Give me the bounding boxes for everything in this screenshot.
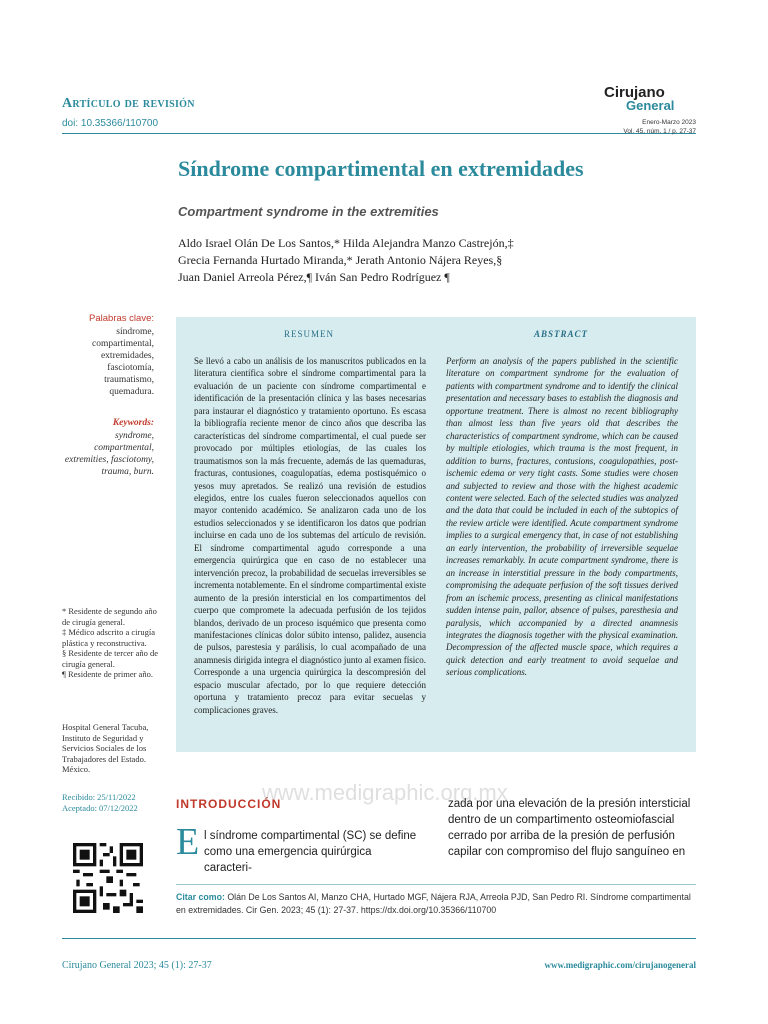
resumen-heading: RESUMEN [284,329,335,339]
section-label: Artículo de revisión [62,96,195,111]
accepted-date: Aceptado: 07/12/2022 [62,802,138,813]
keywords-es: síndrome, compartimental, extremidades, fasciotomía, traumatismo, quemadura. [92,327,154,397]
introduction-text-left: l síndrome compartimental (SC) se define como una emergencia quirúrgica caracteri- [204,830,417,874]
footer-divider [62,938,696,939]
authors-line: Juan Daniel Arreola Pérez,¶ Iván San Pedro Rodríguez ¶ [178,270,450,284]
issue-date: Enero-Marzo 2023 [642,119,696,126]
abstract-box [176,317,696,752]
article-subtitle: Compartment syndrome in the extremities [178,204,439,219]
watermark: www.medigraphic.org.mx [262,780,508,805]
issue-info [606,118,696,136]
footer-journal-reference: Cirujano General 2023; 45 (1): 27-37 [62,960,212,971]
footnote: ‡ Médico adscrito a cirugía plástica y reconstructiva. [62,627,155,648]
institution: Hospital General Tacuba, Instituto de Seguridad y Servicios Sociales de los Trabajadores del Estado. México. [62,722,149,774]
introduction-text-right: zada por una elevación de la presión intersticial dentro de un compartimento osteomiofascial cerrado por arriba de la presión de perfusión capilar con compromiso del flujo sanguíneo en [448,798,691,858]
footnote: * Residente de segundo año de cirugía general. [62,606,157,627]
qr-code-icon[interactable] [73,843,143,913]
authors-line: Grecia Fernanda Hurtado Miranda,* Jerath Antonio Nájera Reyes,§ [178,253,503,267]
doi-link[interactable]: doi: 10.35366/110700 [62,118,159,129]
footnote: ¶ Residente de primer año. [62,669,153,679]
introduction-heading: INTRODUCCIÓN [176,797,282,811]
submission-dates [62,792,162,813]
journal-logo-line2: General [626,98,675,113]
received-date: Recibido: 25/11/2022 [62,792,136,802]
citation-text: Olán De Los Santos AI, Manzo CHA, Hurtado MGF, Nájera RJA, Arreola PJD, San Pedro RI. Síndrome compartimental en extremidades. Cir Gen. 2023; 45 (1): 27-37. https://dx.doi.org/10.35366/110700 [176,892,691,915]
header-divider [62,133,696,134]
issue-volume: Vol. 45, núm. 1 / p. 27-37 [623,128,696,135]
citation-divider [176,884,696,885]
article-title: Síndrome compartimental en extremidades [178,156,584,181]
abstract-text: Perform an analysis of the papers published in the scientific literature on compartment syndrome for the evaluation of patients with compartment syndrome and to identify the clinical presentation and necessary bases to establish the diagnosis and opportune treatment. There is almost no recent bibliography than almost less than five years old that describes the characteristics of compartment syndrome, which can be caused by multiple etiologies, which trauma is the most frequent, in addition to burns, fractures, contusions, coagulopathies, post-ischemic edema or very tight casts. Some studies were chosen and subjected to review and those with the highest academic content were selected. Each of the selected studies was analyzed and the data that could be included in each of the subtopics of the review article were identified. Acute compartment syndrome implies to a surgical emergency that, in case of not establishing an early intervention, the probability of irreversible sequelae increases remarkably. In acute compartment syndrome, there is an increase in interstitial pressure in the body compartments, compromising the adequate perfusion of the soft tissues derived from an ischemic process, presenting as clinical manifestations sudden intense pain, pallor, absence of pulses, paresthesia and paralysis, which accompanied by a directed anamnesis integrates the diagnosis together with the physical examination. Decompression of the affected muscle space, which requires a quick detection and early treatment to avoid sequelae and serious complications. [446,356,678,678]
dropcap-letter: E [176,821,200,863]
footer-website-link[interactable]: www.medigraphic.com/cirujanogeneral [544,960,696,970]
keywords-es-heading: Palabras clave: [89,313,154,324]
citation-block [176,891,696,917]
keywords-en: syndrome, compartmental, extremities, fasciotomy, trauma, burn. [64,431,154,477]
author-footnotes [62,606,162,680]
resumen-text: Se llevó a cabo un análisis de los manuscritos publicados en la literatura científica sobre el síndrome compartimental para la evaluación de un paciente con síndrome compartimental e identificación de la presentación clínica y las bases necesarias para instaurar el diagnóstico y tratamiento oportuno. Es escasa la bibliografía reciente menor de cinco años que describa las características del síndrome compartimental, el cual puede ser provocado por múltiples etiologías, de las cuales los traumatismos son la más frecuente, además de las quemaduras, fracturas, contusiones, coagulopatías, edema postisquémico o yesos muy apretados. Se realizó una revisión de estudios elegidos, entre los cuales fueron seleccionados aquellos con mayor contenido académico. Se analizaron cada uno de los estudios seleccionados y se identificaron los datos que podrían incluirse en cada uno de los subtemas del artículo de revisión. El síndrome compartimental agudo corresponde a una emergencia quirúrgica que en caso de no establecer una intervención precoz, la probabilidad de secuelas irreversibles se incrementa notablemente. En el síndrome compartimental existe aumento de la presión intersticial en los compartimentos del cuerpo que compromete la adecuada perfusión de los tejidos blandos, derivado de un proceso isquémico que presenta como manifestaciones clínicas dolor súbito intenso, palidez, ausencia de pulsos, parestesia y parálisis, lo cual acompañado de una anamnesis dirigida integra el diagnóstico junto al examen físico. Corresponde a una urgencia quirúrgica la descompresión del espacio muscular afectado, por lo que requiere detección oportuna y tratamiento precoz para evitar secuelas y complicaciones graves. [194,356,426,715]
author-list [178,235,618,286]
abstract-heading: ABSTRACT [534,329,589,339]
authors-line: Aldo Israel Olán De Los Santos,* Hilda Alejandra Manzo Castrejón,‡ [178,236,514,250]
citation-label: Citar como: [176,892,225,902]
keywords-en-heading: Keywords: [112,418,154,428]
journal-logo-line1: Cirujano [604,84,665,101]
footnote: § Residente de tercer año de cirugía general. [62,648,159,669]
